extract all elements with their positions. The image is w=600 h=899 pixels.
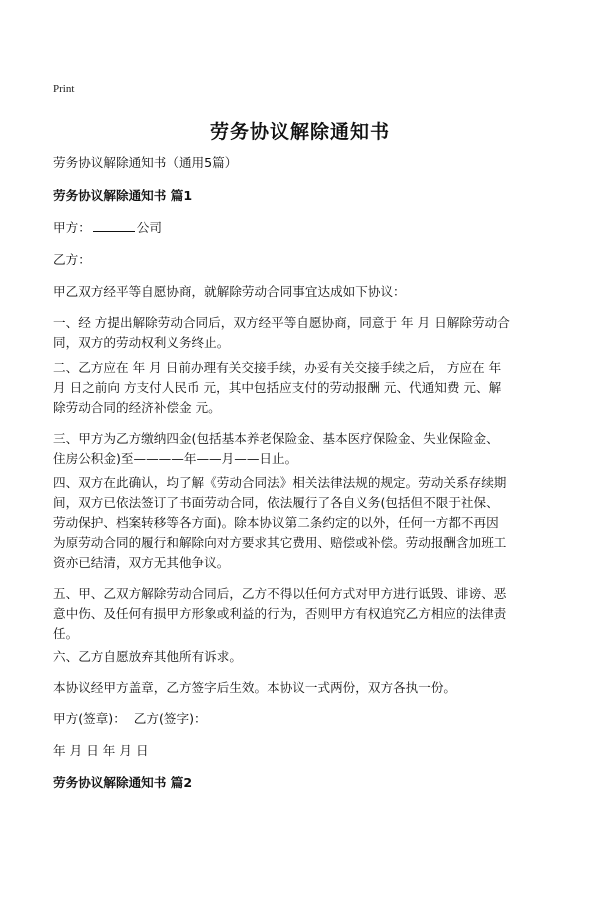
effect-paragraph: 本协议经甲方盖章，乙方签字后生效。本协议一式两份，双方各执一份。 [53, 680, 456, 695]
section-heading-1: 劳务协议解除通知书 篇1 [53, 188, 193, 203]
print-link[interactable]: Print [53, 83, 75, 95]
clause-5-line: 任。 [53, 626, 79, 641]
clause-1-line: 同，双方的劳动权利义务终止。 [53, 335, 230, 350]
clause-6: 六、乙方自愿放弃其他所有诉求。 [53, 649, 242, 664]
party-a-blank [93, 220, 135, 232]
clause-4-line: 间，双方已依法签订了书面劳动合同，依法履行了各自义务(包括但不限于社保、 [53, 495, 499, 510]
clause-5 [53, 584, 553, 644]
party-a-line [53, 218, 553, 238]
clause-3-line: 三、甲方为乙方缴纳四金(包括基本养老保险金、基本医疗保险金、失业保险金、 [53, 431, 499, 446]
clause-2 [53, 358, 553, 418]
clause-2-line: 除劳动合同的经济补偿金 元。 [53, 400, 221, 415]
section-heading-2: 劳务协议解除通知书 篇2 [53, 775, 193, 790]
clause-3 [53, 429, 553, 469]
document-subtitle: 劳务协议解除通知书（通用5篇） [53, 155, 238, 170]
party-b-line: 乙方： [53, 252, 91, 267]
clause-4-line: 劳动保护、档案转移等各方面)。除本协议第二条约定的以外，任何一方都不再因 [53, 515, 499, 530]
clause-1-line: 一、经 方提出解除劳动合同后，双方经平等自愿协商，同意于 年 月 日解除劳动合 [53, 315, 510, 330]
party-a-suffix: 公司 [136, 220, 162, 235]
clause-3-line: 住房公积金)至————年——月——日止。 [53, 451, 298, 466]
clause-2-line: 二、乙方应在 年 月 日前办理有关交接手续，办妥有关交接手续之后， 方应在 年 [53, 360, 502, 375]
intro-paragraph: 甲乙双方经平等自愿协商，就解除劳动合同事宜达成如下协议： [53, 284, 406, 299]
clause-2-line: 月 日之前向 方支付人民币 元，其中包括应支付的劳动报酬 元、代通知费 元、解 [53, 380, 502, 395]
clause-1 [53, 313, 553, 353]
clause-4-line: 资亦已结清，双方无其他争议。 [53, 555, 230, 570]
clause-4-line: 四、双方在此确认，均了解《劳动合同法》相关法律法规的规定。劳动关系存续期 [53, 475, 507, 490]
clause-5-line: 意中伤、及任何有损甲方形象或利益的行为，否则甲方有权追究乙方相应的法律责 [53, 606, 507, 621]
clause-4-line: 为原劳动合同的履行和解除向对方要求其它费用、赔偿或补偿。劳动报酬含加班工 [53, 535, 507, 550]
date-line: 年 月 日 年 月 日 [53, 743, 149, 758]
clause-5-line: 五、甲、乙双方解除劳动合同后，乙方不得以任何方式对甲方进行诋毁、诽谤、恶 [53, 586, 507, 601]
document-title: 劳务协议解除通知书 [209, 121, 390, 143]
party-a-label: 甲方： [53, 220, 91, 235]
clause-4 [53, 473, 553, 573]
signature-line: 甲方(签章)： 乙方(签字)： [53, 711, 207, 726]
